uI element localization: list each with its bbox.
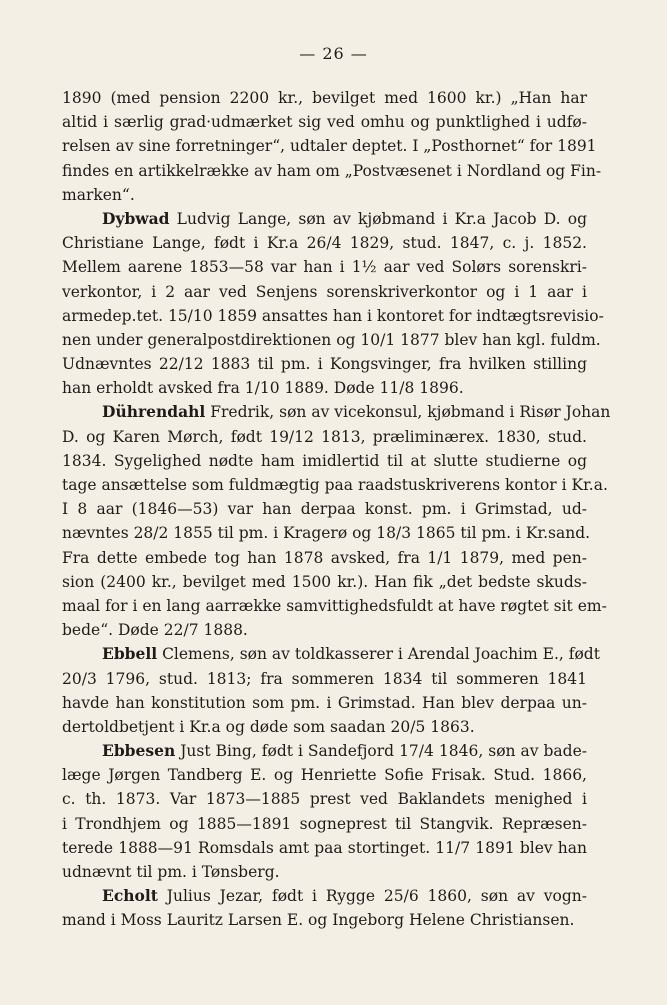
text-line	[62, 763, 587, 787]
text-line	[62, 787, 587, 811]
text-body	[62, 86, 611, 933]
line-text: 1834. Sygelighed nødte ham imidlertid til at slutte studierne og	[62, 451, 587, 470]
text-line	[62, 159, 602, 183]
line-text: tage ansættelse som fuldmægtig paa raadstuskriverens kontor i Kr.a.	[62, 476, 608, 494]
line-text: Ludvig Lange, søn av kjøbmand i Kr.a Jacob D. og	[169, 209, 587, 228]
text-line	[62, 304, 604, 328]
line-text: D. og Karen Mørch, født 19/12 1813, præliminærex. 1830, stud.	[62, 427, 587, 446]
entry-name: Ebbesen	[102, 741, 176, 761]
line-text: bede“. Døde 22/7 1888.	[62, 621, 248, 640]
text-line	[62, 715, 587, 739]
line-text: han erholdt avsked fra 1/10 1889. Døde 11/8 1896.	[62, 379, 464, 398]
line-text: Fredrik, søn av vicekonsul, kjøbmand i Risør Johan	[205, 403, 611, 422]
line-text: relsen av sine forretninger“, udtaler deptet. I „Posthornet“ for 1891	[62, 137, 597, 156]
text-line	[62, 280, 587, 304]
line-text: 20/3 1796, stud. 1813; fra sommeren 1834 til sommeren 1841	[62, 669, 587, 688]
entry-name: Dybwad	[102, 208, 170, 228]
entry-name: Ebbell	[102, 644, 158, 664]
text-line	[62, 812, 587, 836]
text-line	[62, 328, 601, 352]
text-line	[62, 836, 587, 860]
entry-name: Echolt	[102, 886, 158, 906]
text-line	[62, 667, 587, 691]
text-line	[62, 110, 587, 134]
page-number: — 26 —	[299, 44, 368, 63]
text-line	[62, 884, 587, 908]
line-text: Clemens, søn av toldkasserer i Arendal Joachim E., født	[157, 645, 600, 664]
line-text: verkontor, i 2 aar ved Senjens sorenskriverkontor og i 1 aar i	[62, 282, 587, 301]
text-line	[62, 255, 587, 279]
line-text: Julius Jezar, født i Rygge 25/6 1860, søn av vogn-	[157, 887, 587, 906]
text-line	[62, 594, 607, 618]
line-text: havde han konstitution som pm. i Grimstad. Han blev derpaa un-	[62, 693, 587, 712]
text-line	[62, 352, 587, 376]
text-line	[62, 860, 587, 884]
text-line	[62, 134, 597, 158]
line-text: I 8 aar (1846—53) var han derpaa konst. pm. i Grimstad, ud-	[62, 500, 587, 519]
line-text: 1890 (med pension 2200 kr., bevilget med 1600 kr.) „Han har	[62, 89, 587, 107]
line-text: c. th. 1873. Var 1873—1885 prest ved Baklandets menighed i	[62, 790, 587, 809]
text-line	[62, 691, 587, 715]
text-line	[62, 908, 587, 932]
text-line	[62, 86, 587, 110]
line-text: marken“.	[62, 185, 135, 204]
text-line	[62, 183, 587, 207]
text-line	[62, 207, 587, 231]
line-text: Mellem aarene 1853—58 var han i 1½ aar ved Solørs sorenskri-	[62, 258, 587, 277]
text-line	[62, 546, 587, 570]
line-text: terede 1888—91 Romsdals amt paa stortinget. 11/7 1891 blev han	[62, 838, 587, 857]
line-text: i Trondhjem og 1885—1891 sogneprest til Stangvik. Repræsen-	[62, 814, 587, 833]
line-text: Just Bing, født i Sandefjord 17/4 1846, søn av bade-	[175, 742, 587, 761]
line-text: mand i Moss Lauritz Larsen E. og Ingeborg Helene Christiansen.	[62, 911, 575, 930]
text-line	[62, 570, 587, 594]
text-line	[62, 449, 587, 473]
line-text: Christiane Lange, født i Kr.a 26/4 1829, stud. 1847, c. j. 1852.	[62, 234, 587, 253]
line-text: læge Jørgen Tandberg E. og Henriette Sofie Frisak. Stud. 1866,	[62, 766, 587, 785]
text-line	[62, 473, 608, 497]
text-line	[62, 642, 600, 666]
entry-name: Dührendahl	[102, 402, 206, 422]
line-text: altid i særlig grad·udmærket sig ved omhu og punktlighed i udfø-	[62, 113, 587, 132]
text-line	[62, 739, 587, 763]
text-line	[62, 400, 611, 424]
line-text: sion (2400 kr., bevilget med 1500 kr.). Han fik „det bedste skuds-	[62, 572, 587, 591]
text-line	[62, 618, 587, 642]
line-text: dertoldbetjent i Kr.a og døde som saadan 20/5 1863.	[62, 717, 475, 736]
line-text: findes en artikkelrække av ham om „Postvæsenet i Nordland og Fin-	[62, 161, 602, 180]
line-text: Udnævntes 22/12 1883 til pm. i Kongsvinger, fra hvilken stilling	[62, 355, 587, 374]
line-text: udnævnt til pm. i Tønsberg.	[62, 863, 280, 881]
line-text: maal for i en lang aarrække samvittighedsfuldt at have røgtet sit em-	[62, 596, 607, 615]
text-line	[62, 376, 587, 400]
text-line	[62, 231, 587, 255]
line-text: Fra dette embede tog han 1878 avsked, fra 1/1 1879, med pen-	[62, 548, 587, 567]
text-line	[62, 521, 591, 545]
text-line	[62, 425, 587, 449]
line-text: nen under generalpostdirektionen og 10/1 1877 blev han kgl. fuldm.	[62, 330, 601, 349]
line-text: armedep.tet. 15/10 1859 ansattes han i kontoret for indtægtsrevisio-	[62, 306, 604, 325]
text-line	[62, 497, 587, 521]
line-text: nævntes 28/2 1855 til pm. i Kragerø og 18/3 1865 til pm. i Kr.sand.	[62, 524, 591, 543]
